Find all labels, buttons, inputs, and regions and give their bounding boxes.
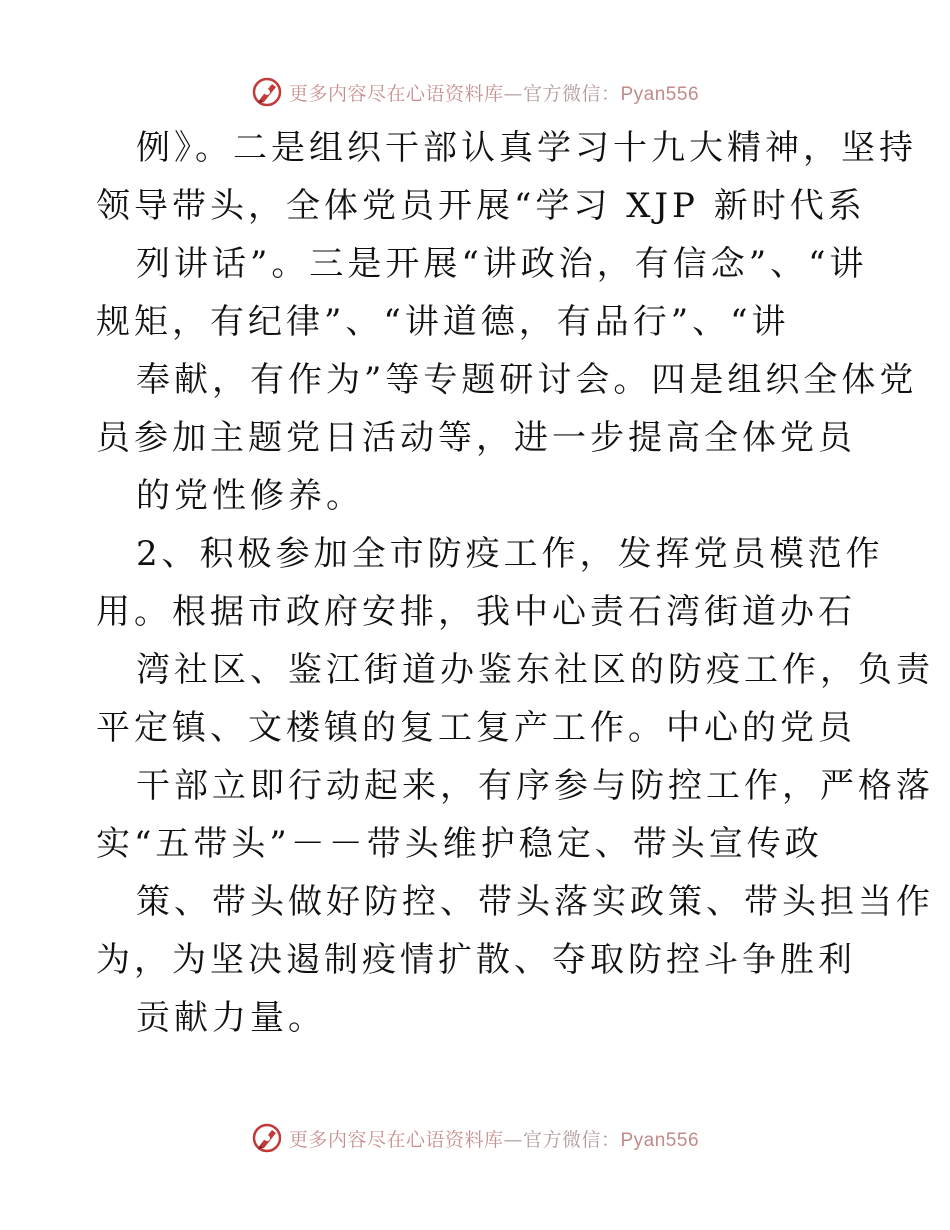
footer-watermark-wechat-id: Pyan556 [620,1129,700,1151]
body-line: 贡献力量。 [136,998,326,1038]
body-line: 为，为坚决遏制疫情扩散、夺取防控斗争胜利 [96,940,856,980]
body-line: 2、积极参加全市防疫工作，发挥党员模范作 [136,534,884,574]
header-watermark [0,72,950,112]
footer-watermark-wechat-label: 官方微信： [522,1128,621,1151]
body-line: 规矩，有纪律”、“讲道德，有品行”、“讲 [96,302,790,342]
header-watermark-separator: — [503,82,523,105]
header-watermark-wechat-id: Pyan556 [620,83,700,105]
body-line: 实“五带头”－－带头维护稳定、带头宣传政 [96,824,823,864]
body-line: 领导带头，全体党员开展“学习 XJP 新时代系 [96,186,866,226]
pen-circle-logo-icon [251,76,283,108]
footer-watermark-title: 更多内容尽在心语资料库 [288,1128,504,1151]
body-line: 用。根据市政府安排，我中心责石湾街道办石 [96,592,856,632]
body-line: 平定镇、文楼镇的复工复产工作。中心的党员 [96,708,856,748]
header-watermark-text [289,79,699,106]
footer-watermark [0,1118,950,1158]
body-line: 干部立即行动起来，有序参与防控工作，严格落 [136,766,934,806]
body-line: 湾社区、鉴江街道办鉴东社区的防疫工作，负责 [136,650,934,690]
header-watermark-wechat-label: 官方微信： [522,82,621,105]
body-line: 策、带头做好防控、带头落实政策、带头担当作 [136,882,934,922]
body-line: 员参加主题党日活动等，进一步提高全体党员 [96,418,856,458]
pen-circle-logo-icon [251,1122,283,1154]
body-line: 奉献，有作为”等专题研讨会。四是组织全体党 [136,360,918,400]
footer-watermark-separator: — [503,1128,523,1151]
body-line: 的党性修养。 [136,476,364,516]
body-line: 例》。二是组织干部认真学习十九大精神，坚持 [136,128,917,168]
body-line: 列讲话”。三是开展“讲政治，有信念”、“讲 [136,244,868,284]
header-watermark-title: 更多内容尽在心语资料库 [288,82,504,105]
footer-watermark-text [289,1125,699,1152]
